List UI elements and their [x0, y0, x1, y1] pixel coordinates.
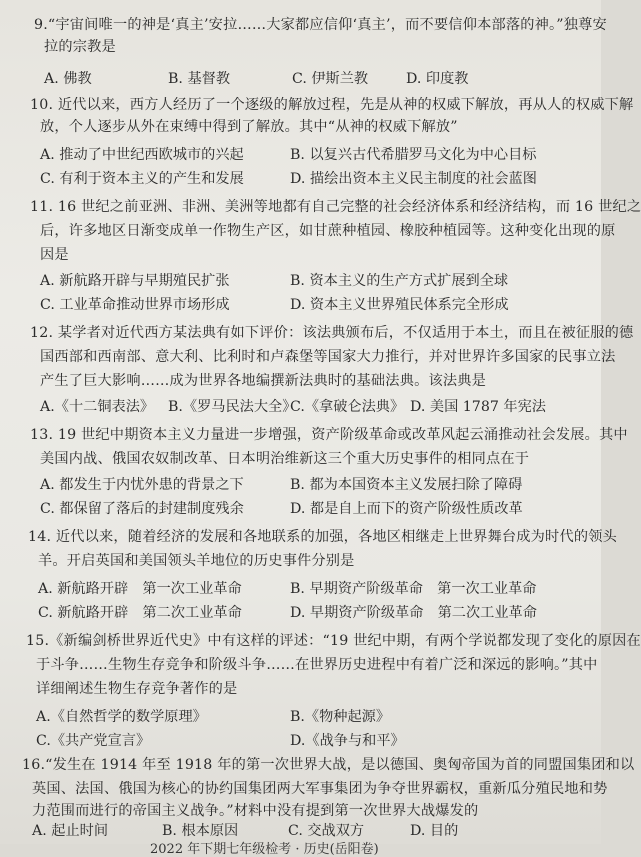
- option-b: B. 基督教: [168, 71, 231, 87]
- option-a: A. 新航路开辟 第一次工业革命: [38, 581, 242, 597]
- option-c: C.《共产党宣言》: [36, 733, 151, 749]
- option-d: D. 描绘出资本主义民主制度的社会蓝图: [290, 171, 537, 187]
- option-b: B.《罗马民法大全》: [168, 399, 297, 415]
- option-b: B. 根本原因: [162, 823, 239, 839]
- question-text: 14. 近代以来，随着经济的发展和各地联系的加强，各地区相继走上世界舞台成为时代的领头: [28, 529, 617, 545]
- question-text: 美国内战、俄国农奴制改革、日本明治维新这三个重大历史事件的相同点在于: [40, 451, 530, 467]
- option-c: C. 伊斯兰教: [292, 71, 369, 87]
- option-c: C. 交战双方: [288, 823, 365, 839]
- question-text: 11. 16 世纪之前亚洲、非洲、美洲等地都有自己完整的社会经济体系和经济结构，而 16 世纪之: [30, 199, 641, 215]
- option-a: A. 都发生于内忧外患的背景之下: [40, 477, 244, 493]
- option-d: D.《战争与和平》: [290, 733, 405, 749]
- option-d: D. 都是自上而下的资产阶级性质改革: [290, 501, 523, 517]
- option-d: D. 资本主义世界殖民体系完全形成: [290, 297, 509, 313]
- question-text: 产生了巨大影响……成为世界各地编撰新法典时的基础法典。该法典是: [40, 373, 487, 389]
- option-c: C. 新航路开辟 第二次工业革命: [38, 605, 242, 621]
- option-d: D. 美国 1787 年宪法: [410, 399, 546, 415]
- option-c: C.《拿破仑法典》: [290, 399, 405, 415]
- question-text: 10. 近代以来，西方人经历了一个逐级的解放过程，先是从神的权威下解放，再从人的权威下解: [30, 97, 634, 113]
- question-text: 12. 某学者对近代西方某法典有如下评价：该法典颁布后，不仅适用于本土，而且在被征服的德: [30, 325, 634, 341]
- question-text: 英国、法国、俄国为核心的协约国集团两大军事集团为争夺世界霸权，重新瓜分殖民地和势: [32, 781, 608, 797]
- option-b: B. 都为本国资本主义发展扫除了障碍: [290, 477, 523, 493]
- option-c: C. 工业革命推动世界市场形成: [40, 297, 230, 313]
- question-text: 国西部和西南部、意大利、比利时和卢森堡等国家大力推行，并对世界许多国家的民事立法: [40, 349, 616, 365]
- option-d: D. 早期资产阶级革命 第二次工业革命: [290, 605, 537, 621]
- question-text: 因是: [40, 247, 69, 263]
- question-text: 13. 19 世纪中期资本主义力量进一步增强，资产阶级革命或改革风起云涌推动社会发展。其中: [30, 427, 628, 443]
- option-a: A. 推动了中世纪西欧城市的兴起: [40, 147, 244, 163]
- question-text: 于斗争……生物生存竞争和阶级斗争……在世界历史进程中有着广泛和深远的影响。”其中: [36, 657, 598, 673]
- option-b: B. 资本主义的生产方式扩展到全球: [290, 273, 509, 289]
- option-b: B. 早期资产阶级革命 第一次工业革命: [290, 581, 537, 597]
- option-a: A. 起止时间: [32, 823, 109, 839]
- option-a: A.《十二铜表法》: [40, 399, 155, 415]
- question-text: 力范围而进行的帝国主义战争。”材料中没有提到第一次世界大战爆发的: [32, 803, 479, 819]
- option-b: B.《物种起源》: [290, 709, 391, 725]
- option-c: C. 都保留了落后的封建制度残余: [40, 501, 244, 517]
- question-text: 后，许多地区日渐变成单一作物生产区，如甘蔗种植园、橡胶种植园等。这种变化出现的原: [40, 223, 616, 239]
- question-text: 羊。开启英国和美国领头羊地位的历史事件分别是: [38, 553, 355, 569]
- page-footer: 2022 年下期七年级检考 · 历史(岳阳卷): [150, 842, 379, 857]
- option-a: A.《自然哲学的数学原理》: [36, 709, 207, 725]
- question-text: 15.《新编剑桥世界近代史》中有这样的评述：“19 世纪中期，有两个学说都发现了变化的原因在: [26, 633, 641, 649]
- option-c: C. 有利于资本主义的产生和发展: [40, 171, 244, 187]
- question-text: 详细阐述生物生存竞争著作的是: [36, 681, 238, 697]
- option-d: D. 印度教: [406, 71, 469, 87]
- question-text: 拉的宗教是: [44, 39, 116, 55]
- question-text: 16.“发生在 1914 年至 1918 年的第一次世界大战，是以德国、奥匈帝国为首的同盟国集团和以: [22, 757, 635, 773]
- option-a: A. 佛教: [44, 71, 92, 87]
- option-b: B. 以复兴古代希腊罗马文化为中心目标: [290, 147, 537, 163]
- option-d: D. 目的: [410, 823, 459, 839]
- question-text: 放，个人逐步从外在束缚中得到了解放。其中“从神的权威下解放”: [40, 119, 458, 135]
- option-a: A. 新航路开辟与早期殖民扩张: [40, 273, 230, 289]
- question-text: 9.“宇宙间唯一的神是‘真主’安拉……大家都应信仰‘真主’，而不要信仰本部落的神。”独尊安: [34, 17, 607, 33]
